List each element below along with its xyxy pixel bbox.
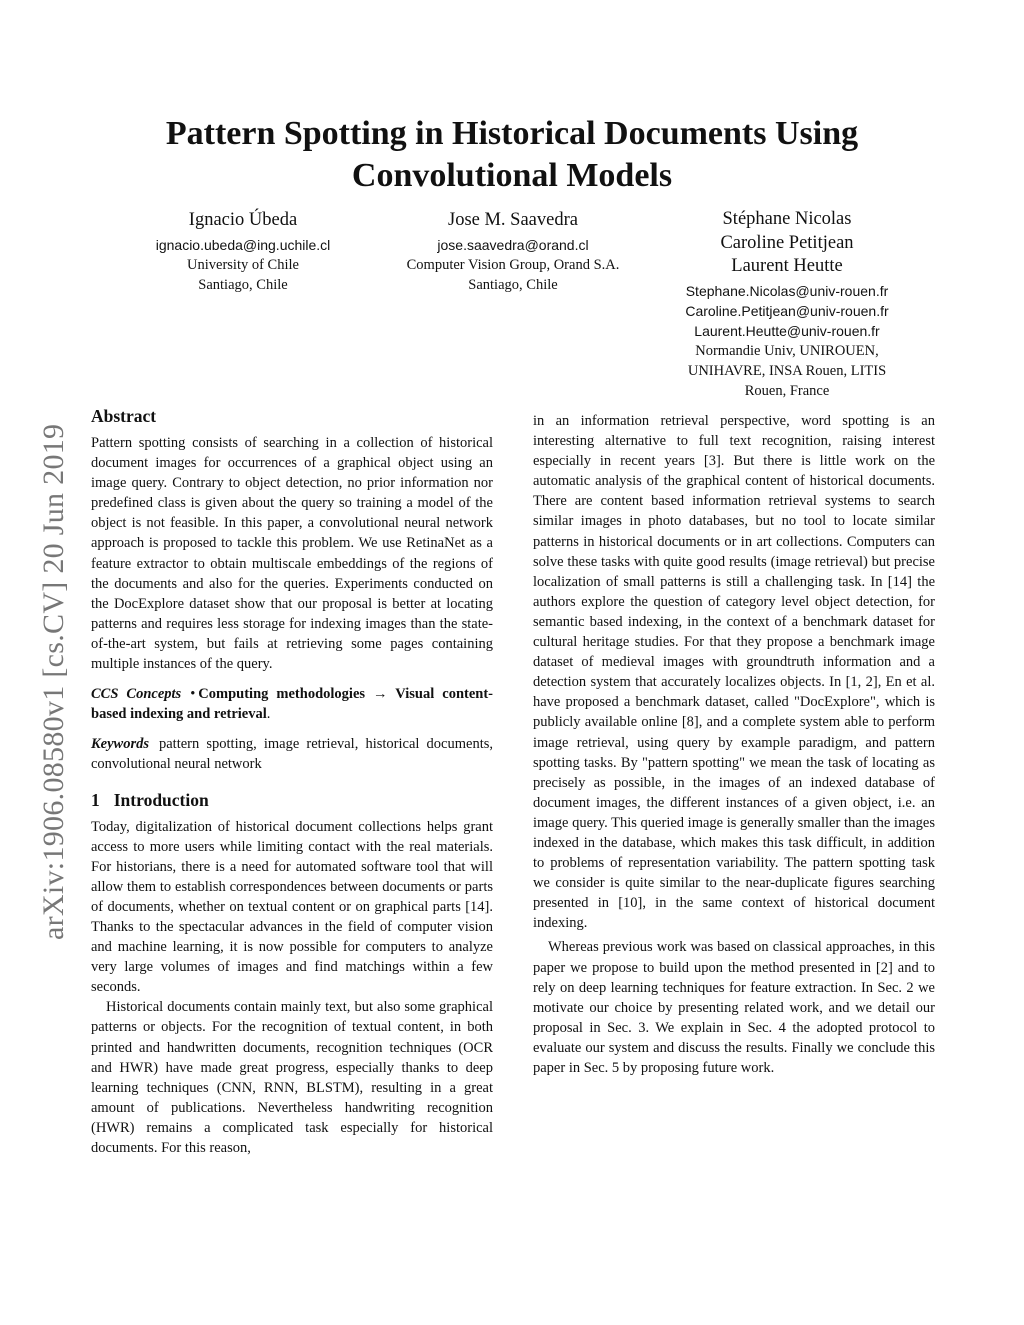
keywords-label: Keywords [91,736,149,753]
abstract-heading: Abstract [91,406,157,426]
author-names [660,208,914,279]
left-column [91,405,493,1158]
author-affiliation: Normandie Univ, UNIROUEN, [695,342,879,359]
author-email: Laurent.Heutte@univ-rouen.fr [694,322,880,339]
intro-paragraph-3: in an information retrieval perspective, word spotting is an interesting alternative to full text recognition, raising interest especially in recent years [3]. But there is little work on the automatic analysis of the graphical content of historical documents. There are content based information retrieval systems to search similar images in photo databases, but no tool to locate similar patterns in historical documents or in art collections. Computers can solve these tasks with quite good results (image retrieval) but precise localization of small patterns is still a challenging task. In [14] the authors explore the question of category level object detection, for semantic based indexing, in the context of a benchmark dataset for cultural heritage studies. For that they propose a benchmark image dataset of medieval images with groundtruth information and a detection system that accurately localizes objects. In [1, 2], En et al. have proposed a benchmark dataset, called "DocExplore", which is publicly available online [8], and a complete system able to perform image retrieval, using query by example paradigm, and pattern spotting tasks. By "pattern spotting" we mean the task of locating as precisely as possible, in the images of an indexed database of document images, the different instances of a given object, i.e. an image query. This queried image is generally smaller than the images indexed in the database, which makes this task difficult, in addition to problems of representation variability. The pattern spotting task we consider is quite similar to the near-duplicate figures searching presented in [10], in the same context of historical document indexing. [533,413,935,932]
section-number: 1 [91,789,100,810]
ccs-concepts [91,684,493,724]
author-email: Stephane.Nicolas@univ-rouen.fr [685,282,889,299]
author-name: Ignacio Úbeda [188,210,298,230]
ccs-label: CCS Concepts [91,686,182,703]
section-title: Introduction [113,789,209,810]
paper-title [92,113,932,197]
author-email: Caroline.Petitjean@univ-rouen.fr [685,302,889,319]
author-email: ignacio.ubeda@ing.uchile.cl [155,237,331,253]
intro-paragraph-1: Today, digitalization of historical document collections helps grant access to more users while limiting contact with the real materials. For historians, there is a need for automated software tool that will allow them to establish correspondences between documents or parts of documents, whether on textual content or on graphical parts [14]. Thanks to the spectacular advances in the field of computer vision and machine learning, it is now possible for computers to analyze very large volumes of images and find matchings within a few seconds. [91,818,493,996]
author-block-3 [660,208,914,401]
paper-title-line-1: Pattern Spotting in Historical Documents Using [165,115,859,152]
keywords-text: pattern spotting, image retrieval, historical documents, convolutional neural network [91,736,493,773]
right-column [533,411,935,1078]
author-location: Santiago, Chile [198,277,288,293]
introduction-heading [91,789,493,811]
intro-paragraph-4: Whereas previous work was based on classical approaches, in this paper we propose to build upon the method presented in [2] and to rely on deep learning techniques for feature extraction. In Sec. 2 we motivate our choice by presenting related work, and we detail our proposal in Sec. 3. We explain in Sec. 4 the adopted protocol to evaluate our system and discuss the results. Finally we conclude this paper in Sec. 5 by proposing future work. [533,939,935,1076]
author-name: Caroline Petitjean [720,232,854,253]
author-name: Laurent Heutte [731,256,843,276]
author-location: Rouen, France [744,382,830,399]
arxiv-identifier: arXiv:1906.08580v1 [cs.CV] 20 Jun 2019 [37,423,70,940]
author-affiliation: UNIHAVRE, INSA Rouen, LITIS [687,362,887,379]
ccs-text: Computing methodologies → Visual content-based indexing and retrieval [91,686,494,723]
author-block-1 [118,208,368,295]
abstract-text: Pattern spotting consists of searching in a collection of historical document images for occurrences of a graphical object using an image query. Contrary to object detection, no prior information nor predefined class is given about the query so training a model of the object is not feasible. In this paper, a convolutional neural network approach is proposed to tackle this problem. We use RetinaNet as a feature extractor to obtain multiscale embeddings of the regions of the documents and also for the queries. Experiments conducted on the DocExplore dataset show that our proposal is better at locating patterns and requires less storage for indexing images than the state-of-the-art system, but fails at retrieving some pages containing multiple instances of the query. [91,435,493,673]
author-affiliation: Computer Vision Group, Orand S.A. [406,257,620,273]
intro-paragraph-2: Historical documents contain mainly text, but also some graphical patterns or objects. For the recognition of textual content, in both printed and handwritten documents, recognition techniques (OCR and HWR) have made great progress, especially thanks to deep learning techniques (CNN, RNN, BLSTM), resulting in a great amount of publications. Nevertheless handwriting recognition (HWR) remains a complicated task especially for historical documents. For this reason, [91,999,493,1156]
author-email: jose.saavedra@orand.cl [437,237,589,253]
author-affiliation: University of Chile [187,257,299,273]
ccs-bullet: • [190,686,196,703]
ccs-period: . [266,706,271,723]
author-name: Stéphane Nicolas [722,209,852,229]
author-location: Santiago, Chile [468,277,558,293]
author-block-2 [372,208,654,295]
keywords [91,734,493,774]
paper-title-line-2: Convolutional Models [351,157,673,194]
author-name: Jose M. Saavedra [448,210,578,230]
